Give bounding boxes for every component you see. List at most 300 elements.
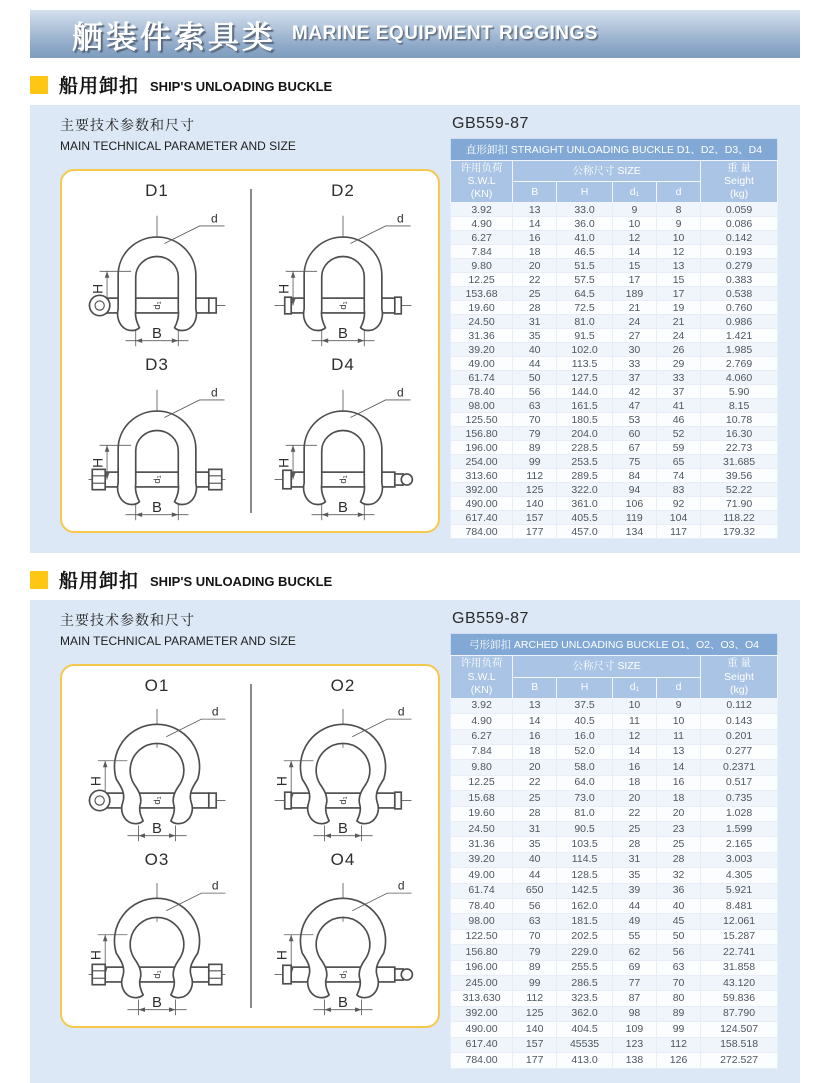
table-cell: 12.25 [451,273,513,287]
table-cell: 39 [612,883,656,898]
col-header-d1: d₁ [612,182,656,203]
diagram-d3 [64,351,250,525]
table-cell: 196.00 [451,441,513,455]
dee-shackle-drawing [69,201,245,349]
table-row [451,1022,778,1037]
table-row [451,698,778,713]
table-cell: 16.0 [557,729,613,744]
table-cell: 28 [513,301,557,315]
table-cell: 20 [656,806,700,821]
table-cell: 49.00 [451,868,513,883]
diagram-column [60,115,440,539]
table-cell: 15 [612,259,656,273]
table-cell: 177 [513,525,557,539]
table-cell: 122.50 [451,929,513,944]
diagram-label: O3 [144,850,170,870]
svg-text:d: d [211,878,219,893]
table-cell: 31 [612,852,656,867]
table-cell: 12.25 [451,775,513,790]
table-cell: 362.0 [557,1006,613,1021]
diagram-label: D4 [331,355,355,374]
table-cell: 64.0 [557,775,613,790]
svg-text:B: B [152,499,162,516]
svg-text:d₁: d₁ [337,475,348,484]
table-cell: 18 [612,775,656,790]
table-cell: 10 [656,231,700,245]
table-cell: 45535 [557,1037,613,1052]
table-cell: 10 [656,714,700,729]
table-row [451,329,778,343]
table-cell: 126 [656,1053,700,1068]
table-cell: 142.5 [557,883,613,898]
table-cell: 13 [513,203,557,217]
table-row [451,315,778,329]
bow-shackle-drawing [69,870,245,1018]
table-cell: 91.5 [557,329,613,343]
table-row [451,371,778,385]
table-cell: 109 [612,1022,656,1037]
table-cell: 106 [612,497,656,511]
table-cell: 22 [513,775,557,790]
table-cell: 33 [656,371,700,385]
col-header-swl: 许用负荷 S.W.L (KN) [451,161,513,203]
table-cell: 392.00 [451,1006,513,1021]
table-banner: 弓形卸扣 ARCHED UNLOADING BUCKLE O1、O2、O3、O4 [450,633,778,655]
table-cell: 41 [656,399,700,413]
table-row [451,525,778,539]
table-cell: 177 [513,1053,557,1068]
table-row [451,413,778,427]
table-row [451,441,778,455]
svg-text:B: B [152,995,162,1012]
diagram-box-arched [60,664,440,1028]
col-header-size: 公称尺寸 SIZE [513,161,701,182]
table-cell: 3.92 [451,698,513,713]
table-cell: 179.32 [701,525,778,539]
table-cell: 49 [612,914,656,929]
table-cell: 125.50 [451,413,513,427]
table-cell: 9 [656,217,700,231]
table-cell: 73.0 [557,791,613,806]
table-cell: 98.00 [451,914,513,929]
table-cell: 70 [513,413,557,427]
table-cell: 81.0 [557,315,613,329]
svg-text:B: B [338,499,348,516]
table-cell: 40 [513,852,557,867]
table-cell: 25 [513,287,557,301]
table-cell: 43.120 [701,976,778,991]
page-title-cn: 舾装件索具类 [72,19,276,55]
table-cell: 59.836 [701,991,778,1006]
table-cell: 392.00 [451,483,513,497]
table-cell: 58.0 [557,760,613,775]
table-cell: 89 [513,441,557,455]
table-cell: 112 [656,1037,700,1052]
table-cell: 41.0 [557,231,613,245]
svg-text:B: B [338,821,348,838]
table-cell: 15 [656,273,700,287]
table-cell: 134 [612,525,656,539]
table-cell: 50 [656,929,700,944]
table-cell: 650 [513,883,557,898]
param-title-cn: 主要技术参数和尺寸 [60,612,195,629]
table-cell: 123 [612,1037,656,1052]
table-row [451,217,778,231]
diagram-o1 [64,672,250,846]
svg-text:H: H [275,283,292,294]
param-title-en: MAIN TECHNICAL PARAMETER AND SIZE [60,634,296,649]
table-cell: 0.277 [701,744,778,759]
table-cell: 9 [656,698,700,713]
table-row [451,883,778,898]
table-cell: 0.735 [701,791,778,806]
svg-text:B: B [338,995,348,1012]
svg-text:H: H [87,776,104,787]
table-cell: 112 [513,469,557,483]
table-cell: 28 [612,837,656,852]
table-cell: 36 [656,883,700,898]
table-cell: 13 [513,698,557,713]
table-cell: 0.112 [701,698,778,713]
table-cell: 69 [612,960,656,975]
table-cell: 63 [656,960,700,975]
table-cell: 40 [513,343,557,357]
table-cell: 61.74 [451,883,513,898]
table-cell: 17 [656,287,700,301]
table-cell: 28 [656,852,700,867]
table-row [451,385,778,399]
table-cell: 70 [656,976,700,991]
table-cell: 90.5 [557,822,613,837]
table-row [451,976,778,991]
table-cell: 617.40 [451,511,513,525]
table-cell: 1.421 [701,329,778,343]
table-row [451,357,778,371]
diagram-divider [250,189,252,513]
table-cell: 36.0 [557,217,613,231]
table-cell: 31 [513,822,557,837]
table-cell: 33.0 [557,203,613,217]
table-cell: 125 [513,1006,557,1021]
table-cell: 67 [612,441,656,455]
table-cell: 14 [612,744,656,759]
table-cell: 22.73 [701,441,778,455]
table-cell: 61.74 [451,371,513,385]
table-cell: 56 [513,385,557,399]
table-cell: 72.5 [557,301,613,315]
diagram-label: O2 [330,676,356,696]
svg-text:H: H [275,457,292,468]
table-row [451,497,778,511]
table-row [451,822,778,837]
table-cell: 56 [513,899,557,914]
table-cell: 87 [612,991,656,1006]
svg-text:H: H [89,457,106,468]
table-cell: 46.5 [557,245,613,259]
table-cell: 457.0 [557,525,613,539]
table-cell: 254.00 [451,455,513,469]
col-header-B: B [513,182,557,203]
table-cell: 196.00 [451,960,513,975]
table-cell: 0.142 [701,231,778,245]
table-cell: 490.00 [451,497,513,511]
table-cell: 10 [612,698,656,713]
table-cell: 99 [513,976,557,991]
table-row [451,301,778,315]
table-cell: 64.5 [557,287,613,301]
table-cell: 37.5 [557,698,613,713]
table-cell: 157 [513,1037,557,1052]
table-row [451,259,778,273]
table-cell: 3.92 [451,203,513,217]
svg-text:d₁: d₁ [337,301,348,310]
table-cell: 37 [612,371,656,385]
table-cell: 9.80 [451,760,513,775]
table-cell: 204.0 [557,427,613,441]
dee-shackle-drawing [255,201,431,349]
table-cell: 51.5 [557,259,613,273]
table-cell: 13 [656,259,700,273]
svg-text:H: H [273,950,290,961]
bow-shackle-drawing [255,696,431,844]
table-cell: 50 [513,371,557,385]
table-cell: 25 [656,837,700,852]
table-cell: 0.383 [701,273,778,287]
table-cell: 24.50 [451,822,513,837]
col-header-swl: 许用负荷 S.W.L (KN) [451,656,513,698]
table-cell: 89 [656,1006,700,1021]
table-cell: 22 [513,273,557,287]
table-cell: 144.0 [557,385,613,399]
table-cell: 0.986 [701,315,778,329]
diagram-label: O1 [144,676,170,696]
table-cell: 24 [656,329,700,343]
table-cell: 98.00 [451,399,513,413]
diagram-d4 [250,351,436,525]
svg-text:d: d [397,211,404,226]
table-cell: 16 [612,760,656,775]
standard-code: GB559-87 [452,115,529,132]
table-row [451,791,778,806]
table-cell: 289.5 [557,469,613,483]
table-cell: 118.22 [701,511,778,525]
section-title-cn: 船用卸扣 [59,76,140,97]
table-cell: 14 [656,760,700,775]
table-cell: 140 [513,1022,557,1037]
table-cell: 31 [513,315,557,329]
table-cell: 1.028 [701,806,778,821]
svg-text:d₁: d₁ [337,796,348,806]
table-row [451,806,778,821]
table-cell: 162.0 [557,899,613,914]
table-cell: 19 [656,301,700,315]
table-cell: 83 [656,483,700,497]
table-cell: 17 [612,273,656,287]
table-cell: 89 [513,960,557,975]
col-header-weight: 重 量 Seight (kg) [701,656,778,698]
table-cell: 784.00 [451,1053,513,1068]
table-cell: 63 [513,399,557,413]
table-cell: 18 [656,791,700,806]
catalog-page [0,10,830,1066]
col-header-d: d [656,677,700,698]
table-cell: 7.84 [451,744,513,759]
table-row [451,1006,778,1021]
table-cell: 18 [513,245,557,259]
table-row [451,245,778,259]
table-cell: 71.90 [701,497,778,511]
spec-table-straight [450,160,778,539]
col-header-d: d [656,182,700,203]
table-cell: 113.5 [557,357,613,371]
diagram-label: D1 [145,181,169,200]
param-title-cn: 主要技术参数和尺寸 [60,117,195,133]
table-cell: 16 [513,729,557,744]
table-row [451,852,778,867]
table-row [451,760,778,775]
table-cell: 87.790 [701,1006,778,1021]
table-cell: 313.630 [451,991,513,1006]
table-cell: 490.00 [451,1022,513,1037]
table-row [451,1053,778,1068]
col-header-B: B [513,677,557,698]
svg-text:d₁: d₁ [151,796,162,806]
table-cell: 57.5 [557,273,613,287]
svg-text:d: d [397,385,404,400]
table-cell: 413.0 [557,1053,613,1068]
svg-text:d: d [211,704,219,719]
table-cell: 19.60 [451,806,513,821]
table-cell: 102.0 [557,343,613,357]
table-cell: 11 [656,729,700,744]
svg-text:d₁: d₁ [151,301,162,310]
table-cell: 18 [513,744,557,759]
table-cell: 104 [656,511,700,525]
table-cell: 60 [612,427,656,441]
table-cell: 202.5 [557,929,613,944]
table-cell: 33 [612,357,656,371]
table-row [451,273,778,287]
table-cell: 3.003 [701,852,778,867]
table-cell: 322.0 [557,483,613,497]
table-cell: 12 [612,231,656,245]
table-cell: 22 [612,806,656,821]
svg-text:H: H [89,283,106,294]
table-cell: 228.5 [557,441,613,455]
table-cell: 180.5 [557,413,613,427]
table-cell: 31.685 [701,455,778,469]
table-row [451,483,778,497]
table-cell: 117 [656,525,700,539]
table-cell: 617.40 [451,1037,513,1052]
table-cell: 12.061 [701,914,778,929]
dee-shackle-drawing [255,375,431,523]
diagram-label: D3 [145,355,169,374]
table-cell: 404.5 [557,1022,613,1037]
table-cell: 20 [513,259,557,273]
table-cell: 119 [612,511,656,525]
table-row [451,469,778,483]
table-cell: 35 [513,837,557,852]
table-cell: 79 [513,945,557,960]
section-body-arched [30,600,800,1082]
table-row [451,287,778,301]
svg-text:d: d [211,211,218,226]
table-cell: 14 [513,714,557,729]
svg-text:d₁: d₁ [337,970,348,980]
table-cell: 16 [513,231,557,245]
table-cell: 40.5 [557,714,613,729]
svg-text:H: H [273,776,290,787]
table-cell: 21 [656,315,700,329]
table-row [451,991,778,1006]
table-cell: 52.22 [701,483,778,497]
table-row [451,427,778,441]
table-cell: 784.00 [451,525,513,539]
table-cell: 45 [656,914,700,929]
table-cell: 156.80 [451,427,513,441]
diagram-label: D2 [331,181,355,200]
svg-text:B: B [152,325,162,342]
table-cell: 6.27 [451,231,513,245]
table-cell: 99 [513,455,557,469]
table-cell: 77 [612,976,656,991]
svg-text:B: B [338,325,348,342]
table-banner: 直形卸扣 STRAIGHT UNLOADING BUCKLE D1、D2、D3、D4 [450,138,778,160]
table-cell: 7.84 [451,245,513,259]
table-cell: 255.5 [557,960,613,975]
table-cell: 286.5 [557,976,613,991]
table-cell: 8 [656,203,700,217]
table-cell: 4.305 [701,868,778,883]
table-cell: 44 [513,868,557,883]
table-cell: 189 [612,287,656,301]
table-cell: 35 [513,329,557,343]
table-cell: 138 [612,1053,656,1068]
table-cell: 153.68 [451,287,513,301]
table-cell: 80 [656,991,700,1006]
svg-text:d: d [397,878,405,893]
table-row [451,929,778,944]
table-cell: 92 [656,497,700,511]
table-cell: 8.481 [701,899,778,914]
table-cell: 78.40 [451,385,513,399]
diagram-label: O4 [330,850,356,870]
table-cell: 39.20 [451,343,513,357]
table-row [451,837,778,852]
table-cell: 25 [513,791,557,806]
table-cell: 4.90 [451,714,513,729]
table-cell: 55 [612,929,656,944]
svg-text:B: B [152,821,162,838]
table-cell: 31.858 [701,960,778,975]
table-cell: 112 [513,991,557,1006]
table-cell: 31.36 [451,837,513,852]
svg-text:d₁: d₁ [151,970,162,980]
table-row [451,399,778,413]
table-cell: 313.60 [451,469,513,483]
table-cell: 15.68 [451,791,513,806]
table-cell: 8.15 [701,399,778,413]
page-title-en: MARINE EQUIPMENT RIGGINGS [292,23,598,44]
table-cell: 27 [612,329,656,343]
diagram-divider [250,684,252,1008]
svg-text:d: d [211,385,218,400]
table-cell: 125 [513,483,557,497]
col-header-weight: 重 量 Seight (kg) [701,161,778,203]
table-cell: 11 [612,714,656,729]
table-cell: 12 [656,245,700,259]
